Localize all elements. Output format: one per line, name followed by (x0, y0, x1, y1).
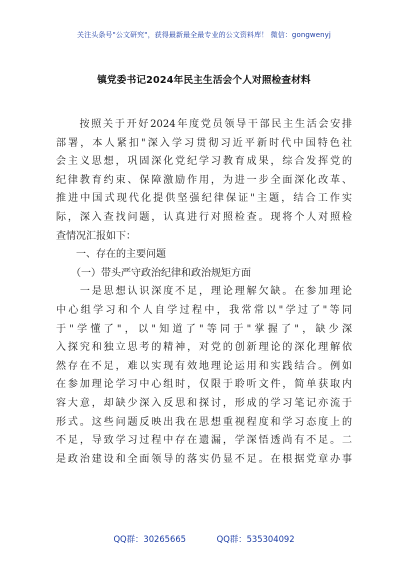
body-line: 一是思想认识深度不足，理论理解欠缺。在参加理论 (56, 286, 352, 298)
footer-qq-groups (0, 533, 408, 545)
body-line: 不足，导致学习过程中存在遗漏，学深悟透尚有不足。二 (56, 435, 352, 447)
body-line: 查情况汇报如下： (56, 230, 136, 242)
body-line: 际，深入查找问题，认真进行对照检查。现将个人对照检 (56, 211, 352, 223)
body-line: 入探究和独立思考的精神，对党的创新理论的深化理解依 (56, 342, 352, 354)
subsection-heading: （一）带头严守政治纪律和政治规矩方面 (56, 267, 251, 279)
body-line: 部署，本人紧扣"深入学习贯彻习近平新时代中国特色社 (56, 137, 352, 149)
body-line: 于"学懂了"，以"知道了"等同于"掌握了"，缺少深 (56, 323, 352, 335)
body-line: 按照关于开好2024年度党员领导干部民主生活会安排 (56, 119, 352, 130)
section-heading: 一、存在的主要问题 (56, 249, 166, 261)
body-line: 是政治建设和全面领导的落实仍显不足。在根据党章办事 (56, 453, 352, 465)
body-line: 容大意，却缺少深入反思和探讨，形成的学习笔记亦流于 (56, 397, 352, 409)
footer-qq-group-1: QQ群：30265665 (113, 534, 186, 544)
body-line: 然存在不足，难以实现有效地理论运用和实践结合。例如 (56, 360, 352, 372)
body-line: 会主义思想，巩固深化党纪学习教育成果，综合发挥党的 (56, 156, 352, 168)
header-banner: 关注头条号"公文研究"，获得最新最全最专业的公文资料库！ 微信：gongwenyj (77, 31, 331, 39)
body-line: 中心组学习和个人自学过程中，我常常以"学过了"等同 (56, 304, 352, 316)
document-title: 镇党委书记2024年民主生活会个人对照检查材料 (97, 75, 311, 86)
body-line: 在参加理论学习中心组时，仅限于聆听文件，简单获取内 (56, 379, 352, 391)
body-line: 形式。这些问题反映出我在思想重视程度和学习态度上的 (56, 416, 352, 428)
document-body (56, 116, 352, 469)
footer-qq-group-2: QQ群：535304092 (216, 534, 295, 544)
body-line: 推进中国式现代化提供坚强纪律保证"主题，结合工作实 (56, 193, 352, 205)
body-line: 纪律教育约束、保障激励作用，为进一步全面深化改革、 (56, 174, 352, 186)
